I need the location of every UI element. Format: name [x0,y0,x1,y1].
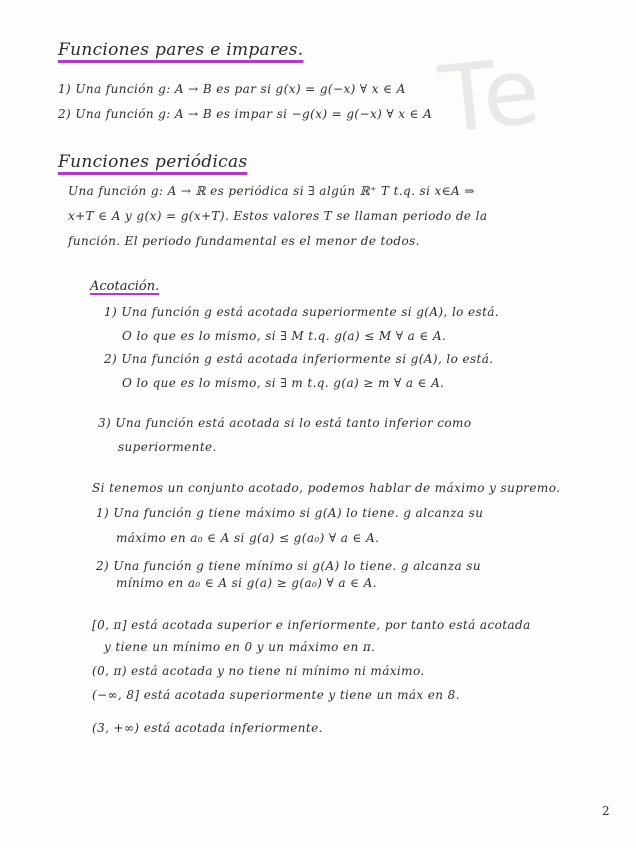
example-lower-bounded: (3, +∞) está acotada inferiormente. [92,721,323,735]
bleed-through-watermark: Te [434,37,547,154]
maximo-line-2: máximo en a₀ ∈ A si g(a) ≤ g(a₀) ∀ a ∈ A. [116,531,380,545]
acotada-inferiormente-line-1: 2) Una función g está acotada inferiormente si g(A), lo está. [104,352,494,366]
heading-periodicas: Funciones periódicas [58,152,248,172]
def-periodica-line-3: función. El periodo fundamental es el menor de todos. [68,234,420,248]
example-upper-bounded: (−∞, 8] está acotada superiormente y tiene un máx en 8. [92,688,460,702]
example-closed-interval-line-1: [0, π] está acotada superior e inferiormente, por tanto está acotada [92,618,531,632]
minimo-line-1: 2) Una función g tiene mínimo si g(A) lo tiene. g alcanza su [96,559,481,573]
def-periodica-line-2: x+T ∈ A y g(x) = g(x+T). Estos valores T se llaman periodo de la [68,209,488,223]
example-open-interval: (0, π) está acotada y no tiene ni mínimo ni máximo. [92,664,425,678]
def-periodica-line-1: Una función g: A → ℝ es periódica si ∃ algún ℝ⁺ T t.q. si x∈A ⇒ [68,184,475,198]
acotada-superiormente-line-2: O lo que es lo mismo, si ∃ M t.q. g(a) ≤ M ∀ a ∈ A. [122,329,447,343]
acotada-inferiormente-line-2: O lo que es lo mismo, si ∃ m t.q. g(a) ≥ m ∀ a ∈ A. [122,376,445,390]
def-funcion-impar: 2) Una función g: A → B es impar si −g(x) = g(−x) ∀ x ∈ A [58,107,433,121]
acotada-superiormente-line-1: 1) Una función g está acotada superiormente si g(A), lo está. [104,305,500,319]
heading-acotacion: Acotación. [90,279,160,294]
maximo-line-1: 1) Una función g tiene máximo si g(A) lo tiene. g alcanza su [96,506,484,520]
def-funcion-par: 1) Una función g: A → B es par si g(x) = g(−x) ∀ x ∈ A [58,82,406,96]
heading-pares-impares: Funciones pares e impares. [58,40,304,60]
page-number: 2 [602,804,610,818]
example-closed-interval-line-2: y tiene un mínimo en 0 y un máximo en π. [104,640,376,654]
maximo-supremo-intro: Si tenemos un conjunto acotado, podemos hablar de máximo y supremo. [92,481,561,495]
minimo-line-2: mínimo en a₀ ∈ A si g(a) ≥ g(a₀) ∀ a ∈ A. [116,576,377,590]
acotada-line-1: 3) Una función está acotada si lo está tanto inferior como [98,416,472,430]
acotada-line-2: superiormente. [118,440,217,454]
